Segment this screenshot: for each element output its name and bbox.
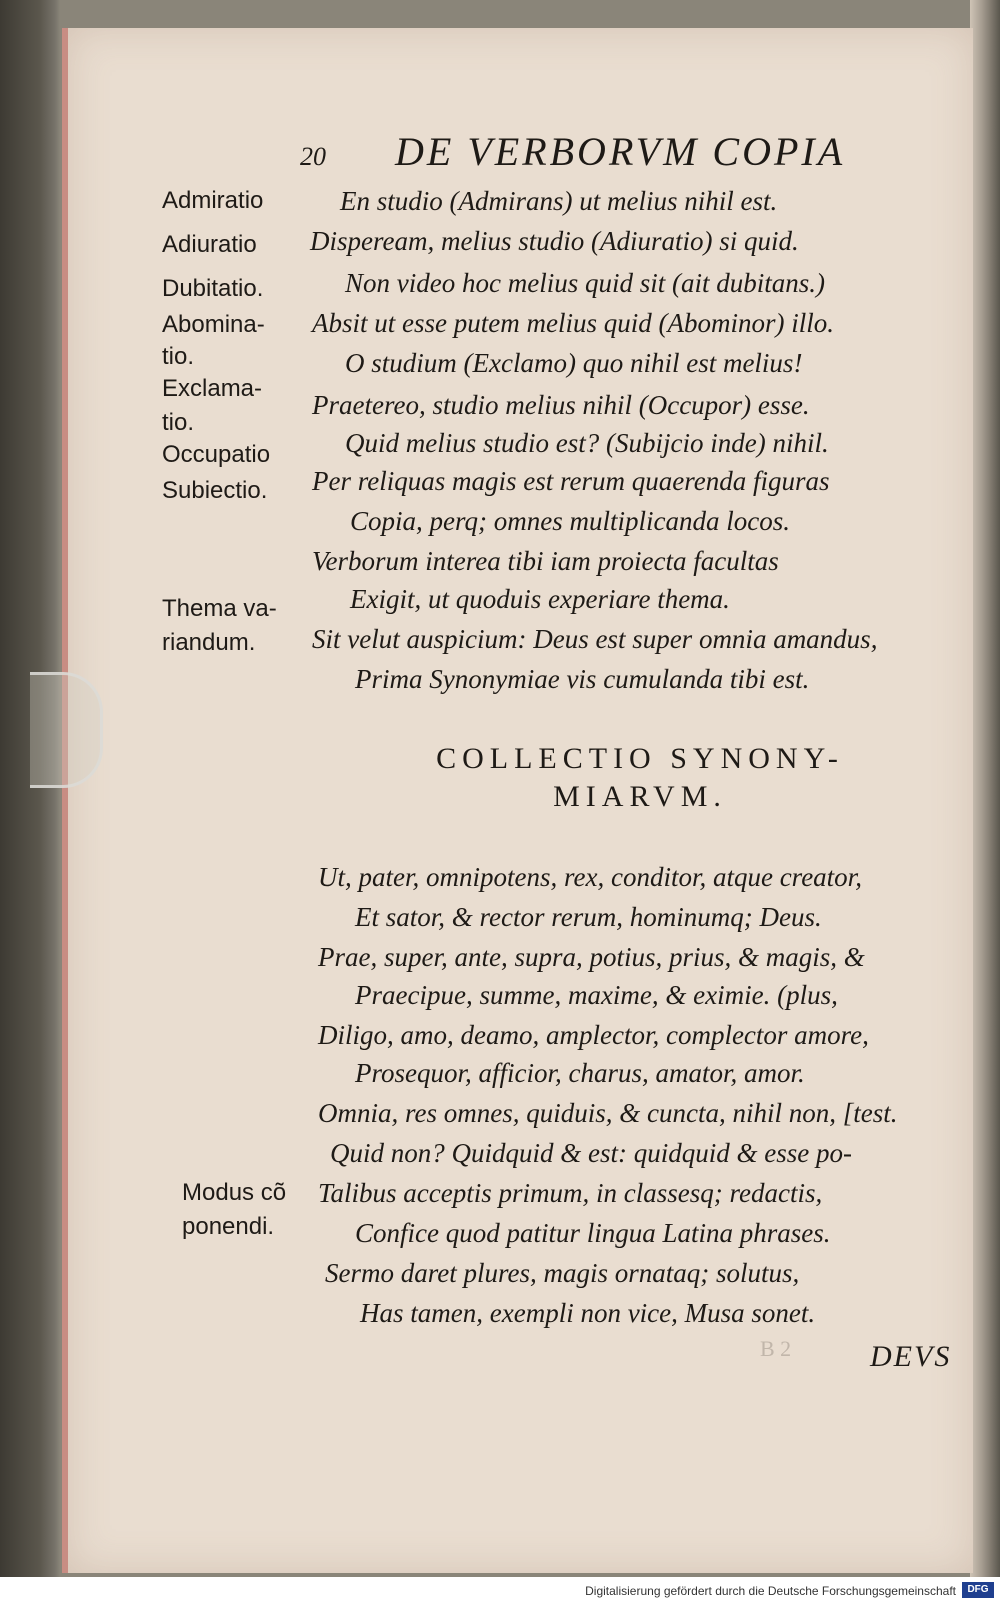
verse-line: Sit velut auspicium: Deus est super omnia amandus, [312,624,878,654]
verse-line: Praetereo, studio melius nihil (Occupor) esse. [312,390,810,420]
signature-mark: B 2 [760,1336,792,1361]
verse-line: Quid non? Quidquid & est: quidquid & esse po- [330,1138,852,1168]
margin-note: tio. [162,409,195,436]
margin-note: ponendi. [182,1213,275,1240]
verse-line: Has tamen, exempli non vice, Musa sonet. [360,1298,816,1328]
verse-line: Absit ut esse putem melius quid (Abominor) illo. [312,308,834,338]
margin-note: Dubitatio. [162,275,264,302]
verse-line: Diligo, amo, deamo, amplector, complector amore, [318,1020,869,1050]
verse-line: Et sator, & rector rerum, hominumq; Deus. [355,902,822,932]
footer-credit: Digitalisierung gefördert durch die Deutsche Forschungsgemeinschaft [585,1584,956,1598]
margin-note: Adiuratio [162,231,257,258]
verse-line: Prosequor, afficior, charus, amator, amor. [355,1058,805,1088]
verse-line: O studium (Exclamo) quo nihil est melius! [345,348,803,378]
verse-line: Per reliquas magis est rerum quaerenda figuras [312,466,830,496]
book-edge [970,0,1000,1580]
verse-line: Ut, pater, omnipotens, rex, conditor, atque creator, [318,862,862,892]
verse-line: Exigit, ut quoduis experiare thema. [350,584,730,614]
section-title [380,740,900,816]
margin-note: tio. [162,343,195,370]
margin-note: Admiratio [162,187,264,214]
verse-line: Sermo daret plures, magis ornataq; solutus, [325,1258,800,1288]
digitization-footer [0,1577,1000,1603]
verse-line: Omnia, res omnes, quiduis, & cuncta, nihil non, [test. [318,1098,898,1128]
margin-note: Subiectio. [162,477,268,504]
margin-note: Modus cõ [182,1179,287,1206]
page-number: 20 [300,142,326,171]
verse-line: Prima Synonymiae vis cumulanda tibi est. [355,664,810,694]
verse-line: Praecipue, summe, maxime, & eximie. (plus, [355,980,838,1010]
margin-note: riandum. [162,629,256,656]
verse-line: Quid melius studio est? (Subijcio inde) nihil. [345,428,829,458]
verse-line: En studio (Admirans) ut melius nihil est. [340,186,778,216]
section-title-line: MIARVM. [553,780,727,813]
verse-line: Confice quod patitur lingua Latina phrases. [355,1218,831,1248]
verse-line: Prae, super, ante, supra, potius, prius, & magis, & [318,942,865,972]
section-title-line: COLLECTIO SYNONY- [436,742,844,775]
running-title: DE VERBORVM COPIA [395,129,846,174]
margin-note: Abomina- [162,311,265,338]
margin-note: Thema va- [162,595,277,622]
margin-note: Exclama- [162,375,263,402]
verse-line: Non video hoc melius quid sit (ait dubitans.) [345,268,825,298]
dfg-logo: DFG [962,1582,994,1598]
verse-line: Copia, perq; omnes multiplicanda locos. [350,506,790,536]
margin-note: Occupatio [162,441,271,468]
verse-line: Talibus acceptis primum, in classesq; redactis, [318,1178,823,1208]
verse-line: Dispeream, melius studio (Adiuratio) si quid. [310,226,799,256]
verse-line: Verborum interea tibi iam proiecta facultas [312,546,779,576]
page-clip [30,672,103,788]
catchword: DEVS [870,1340,952,1373]
